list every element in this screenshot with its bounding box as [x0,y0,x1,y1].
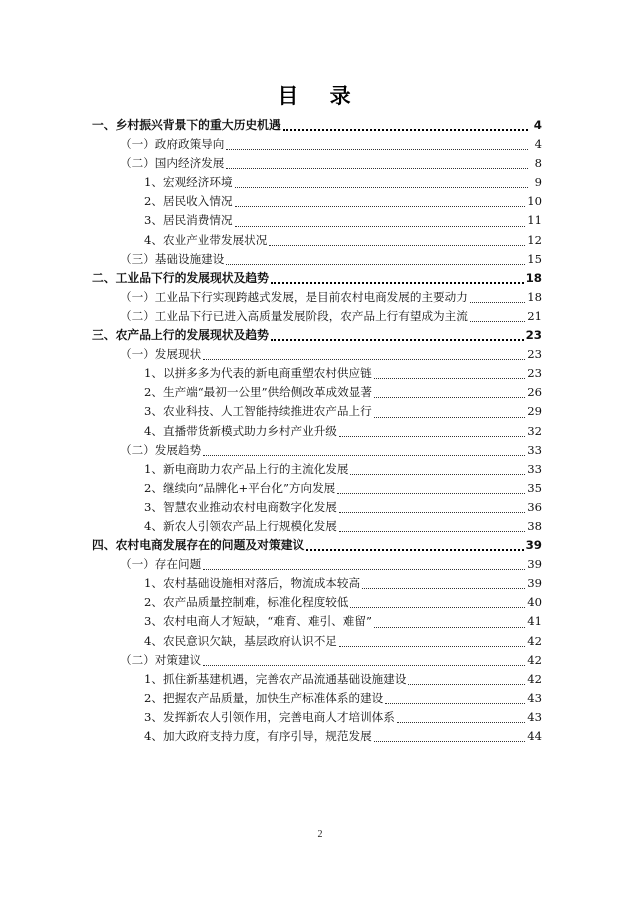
toc-entry-level-3[interactable] [92,689,542,708]
toc-entry-title: 二、工业品下行的发展现状及趋势 [92,270,269,285]
dot-leader [203,568,525,570]
toc-entry-page-number: 12 [527,232,542,247]
toc-entry-title: 3、智慧农业推动农村电商数字化发展 [144,499,337,514]
dot-leader [271,338,524,341]
toc-entry-title: 4、加大政府支持力度，有序引导，规范发展 [144,729,372,743]
toc-entry-page-number: 39 [527,557,542,572]
toc-entry-title: 三、农产品上行的发展现状及趋势 [92,328,269,343]
toc-entry-title: 2、生产端“最初一公里”供给侧改革成效显著 [144,385,372,400]
dot-leader [339,511,525,513]
dot-leader [385,702,525,704]
toc-entry-page-number: 42 [527,633,542,648]
toc-entry-title: （一）存在问题 [120,557,202,572]
toc-entry-title: 3、居民消费情况 [144,213,233,228]
toc-entry-title: （一）工业品下行实现跨越式发展，是目前农村电商发展的主要动力 [120,289,468,304]
toc-entry-page-number: 42 [527,652,542,667]
toc-entry-level-3[interactable] [92,612,542,631]
dot-leader [350,606,525,608]
toc-entry-page-number: 18 [527,289,542,304]
dot-leader [226,167,528,169]
toc-entry-level-2[interactable] [92,250,542,269]
toc-entry-title: （二）国内经济发展 [120,156,225,171]
toc-entry-level-3[interactable] [92,632,542,651]
toc-entry-title: 4、农民意识欠缺，基层政府认识不足 [144,633,337,648]
toc-entry-title: 1、抓住新基建机遇，完善农产品流通基础设施建设 [144,671,407,686]
toc-entry-level-3[interactable] [92,574,542,593]
toc-entry-level-3[interactable] [92,383,542,402]
dot-leader [203,454,525,456]
toc-entry-title: 2、继续向“品牌化+平台化”方向发展 [144,480,336,495]
toc-entry-level-3[interactable] [92,727,542,746]
toc-entry-page-number: 23 [527,366,542,381]
toc-entry-title: 2、居民收入情况 [144,194,233,209]
dot-leader [408,683,525,685]
toc-entry-level-3[interactable] [92,231,542,250]
toc-entry-title: 2、农产品质量控制难，标准化程度较低 [144,595,349,610]
toc-entry-level-3[interactable] [92,192,542,211]
toc-entry-title: 1、农村基础设施相对落后，物流成本较高 [144,576,361,591]
dot-leader [337,492,525,494]
dot-leader [470,320,525,322]
page-title: 目 录 [277,84,363,108]
toc-entry-page-number: 23 [525,328,542,343]
toc-entry-level-3[interactable] [92,670,542,689]
toc-entry-level-1[interactable] [92,269,542,288]
toc-entry-title: 4、直播带货新模式助力乡村产业升级 [144,423,337,438]
table-of-contents [92,116,542,746]
dot-leader [235,186,528,188]
toc-entry-page-number: 44 [527,729,542,743]
toc-entry-page-number: 42 [527,671,542,686]
toc-entry-page-number: 21 [527,308,542,323]
toc-entry-page-number: 15 [527,251,542,266]
toc-entry-page-number: 4 [534,137,542,152]
dot-leader [226,263,525,265]
toc-entry-title: （一）发展现状 [120,347,202,362]
dot-leader [271,281,524,284]
toc-entry-title: 2、把握农产品质量，加快生产标准体系的建设 [144,690,384,705]
toc-entry-page-number: 43 [527,709,542,724]
dot-leader [374,396,525,398]
toc-entry-title: 1、宏观经济环境 [144,175,233,190]
toc-entry-level-3[interactable] [92,517,542,536]
dot-leader [269,244,525,246]
toc-entry-page-number: 4 [533,118,542,132]
toc-entry-page-number: 35 [527,480,542,495]
toc-entry-page-number: 38 [527,518,542,533]
toc-entry-level-2[interactable] [92,135,542,154]
toc-entry-page-number: 18 [525,270,542,285]
toc-entry-page-number: 9 [534,175,542,190]
toc-entry-title: 一、乡村振兴背景下的重大历史机遇 [92,118,281,132]
toc-entry-title: （二）发展趋势 [120,442,202,457]
toc-entry-level-3[interactable] [92,479,542,498]
dot-leader [306,548,523,551]
dot-leader [374,626,525,628]
dot-leader [226,148,528,150]
dot-leader [397,721,525,723]
dot-leader [283,128,528,131]
dot-leader [374,416,526,418]
toc-entry-level-3[interactable] [92,402,542,421]
toc-entry-level-2[interactable] [92,555,542,574]
dot-leader [203,358,525,360]
dot-leader [339,530,525,532]
toc-entry-page-number: 33 [527,442,542,457]
toc-entry-page-number: 36 [527,499,542,514]
toc-entry-level-2[interactable] [92,154,542,173]
toc-entry-page-number: 39 [527,576,542,591]
toc-entry-title: 1、以拼多多为代表的新电商重塑农村供应链 [144,366,372,381]
toc-entry-page-number: 23 [527,347,542,362]
toc-entry-level-1[interactable] [92,326,542,345]
dot-leader [235,225,526,227]
toc-entry-level-3[interactable] [92,708,542,727]
toc-entry-page-number: 26 [527,385,542,400]
toc-entry-title: 1、新电商助力农产品上行的主流化发展 [144,461,349,476]
toc-entry-level-3[interactable] [92,364,542,383]
toc-entry-level-3[interactable] [92,211,542,230]
toc-entry-page-number: 8 [534,156,542,171]
toc-entry-level-3[interactable] [92,498,542,517]
toc-entry-title: 3、农业科技、人工智能持续推进农产品上行 [144,404,372,419]
toc-entry-level-2[interactable] [92,651,542,670]
toc-entry-page-number: 32 [527,423,542,438]
dot-leader [235,205,526,207]
toc-entry-title: （一）政府政策导向 [120,137,225,152]
toc-entry-page-number: 41 [527,614,542,629]
toc-entry-page-number: 33 [527,461,542,476]
toc-entry-level-1[interactable] [92,116,542,135]
toc-entry-level-3[interactable] [92,460,542,479]
dot-leader [374,377,526,379]
dot-leader [362,587,525,589]
toc-entry-title: （二）工业品下行已进入高质量发展阶段，农产品上行有望成为主流 [120,308,468,323]
toc-entry-page-number: 11 [527,213,542,228]
toc-entry-title: 3、发挥新农人引领作用，完善电商人才培训体系 [144,709,395,724]
dot-leader [339,645,525,647]
dot-leader [470,301,525,303]
toc-entry-level-2[interactable] [92,441,542,460]
toc-entry-title: （二）对策建议 [120,652,202,667]
toc-entry-title: 4、农业产业带发展状况 [144,232,268,247]
toc-entry-title: （三）基础设施建设 [120,251,225,266]
toc-entry-level-2[interactable] [92,345,542,364]
toc-entry-level-1[interactable] [92,536,542,555]
toc-entry-title: 四、农村电商发展存在的问题及对策建议 [92,538,305,553]
dot-leader [350,473,525,475]
toc-entry-page-number: 29 [527,404,542,419]
toc-entry-title: 4、新农人引领农产品上行规模化发展 [144,518,337,533]
toc-entry-title: 3、农村电商人才短缺，“难育、难引、难留” [144,614,372,629]
dot-leader [203,664,525,666]
toc-entry-page-number: 10 [527,194,542,209]
toc-entry-page-number: 40 [527,595,542,610]
dot-leader [374,740,526,742]
toc-entry-level-2[interactable] [92,288,542,307]
toc-entry-level-3[interactable] [92,173,542,192]
toc-entry-level-3[interactable] [92,422,542,441]
dot-leader [339,435,525,437]
toc-entry-level-3[interactable] [92,593,542,612]
toc-entry-page-number: 39 [525,538,542,553]
toc-entry-level-2[interactable] [92,307,542,326]
toc-entry-page-number: 43 [527,690,542,705]
page-number: 2 [317,829,323,840]
